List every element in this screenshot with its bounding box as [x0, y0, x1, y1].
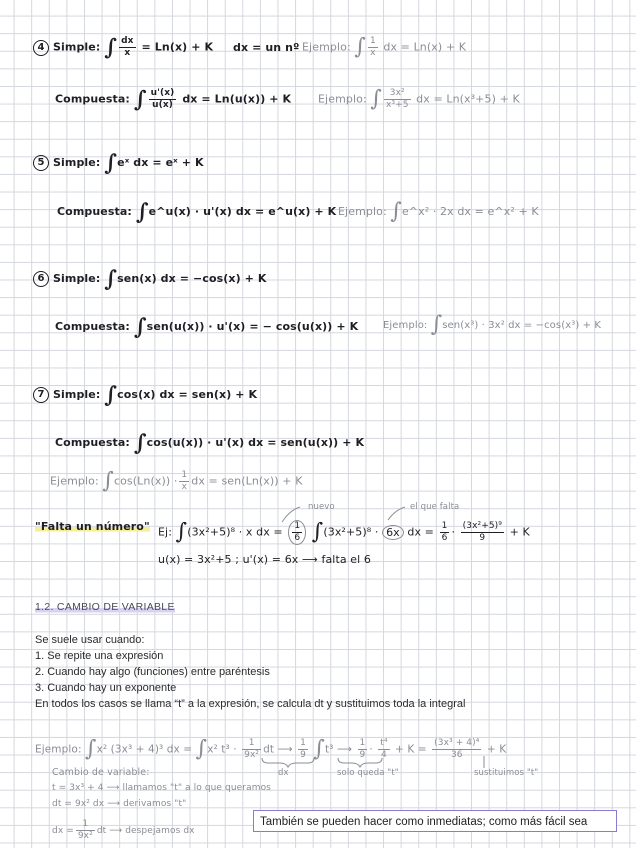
sec5-example-formula: e^x² · 2x dx = e^x² + K [401, 205, 539, 218]
integral-sign-icon: ∫ [133, 86, 147, 113]
typed-line-0: Se suele usar cuando: [35, 634, 145, 646]
sec5-simple-formula: eˣ dx = eˣ + K [117, 156, 204, 169]
integral-sign-icon: ∫ [135, 199, 149, 225]
sec4-simple-note: dx = un nº [233, 40, 300, 54]
integral-sign-icon: ∫ [133, 430, 147, 456]
sec7-example: Ejemplo: ∫cos(Ln(x)) · $\frac{1}{x}$ dx = sen(Ln(x)) + K [50, 468, 303, 494]
sec4-simple-fraction: $\frac{dx}{x}$ [121, 36, 134, 58]
falta-label: "Falta un número" [35, 520, 150, 533]
sec5-compuesta-row: Compuesta: ∫e^u(x) · u'(x) dx = e^u(x) + K [57, 199, 337, 225]
sec4-compuesta-row [55, 88, 291, 111]
falta-circled-fraction: $\frac{1}{6}$ [288, 520, 306, 545]
sec5-number-badge: 5 [33, 155, 49, 171]
sec7-simple-row: 7 Simple: ∫cos(x) dx = sen(x) + K [33, 387, 257, 403]
sec7-compuesta-row: Compuesta: ∫cos(u(x)) · u'(x) dx = sen(u(x)) + K [55, 430, 365, 456]
integral-sign-icon: ∫ [370, 86, 382, 112]
sec6-example-formula: sen(x³) · 3x² dx = −cos(x³) + K [442, 320, 602, 331]
sec6-compuesta-row: Compuesta: ∫sen(u(x)) · u'(x) = − cos(u(x)) + K [55, 314, 359, 340]
cambio-step-3: dx = $\frac{1}{\text{9x²}}$ dt ⟶ despejamos dx [52, 819, 195, 841]
sec6-simple-row: 6 Simple: ∫sen(x) dx = −cos(x) + K [33, 271, 267, 287]
integral-sign-icon: ∫ [354, 34, 366, 60]
cambio-sub-sust: sustituimos "t" [474, 768, 539, 778]
falta-note-missing: el que falta [410, 502, 460, 512]
sec4-simple-example [302, 36, 466, 59]
sec4-comp-label: Compuesta: [55, 92, 130, 106]
integral-sign-icon: ∫ [430, 312, 443, 337]
integral-sign-icon: ∫ [390, 199, 402, 224]
callout-box: También se pueden hacer como inmediatas; como más fácil sea [253, 810, 617, 832]
sec7-simple-formula: cos(x) dx = sen(x) + K [117, 388, 258, 401]
section-title: 1.2. CAMBIO DE VARIABLE [35, 601, 175, 613]
sec7-example-fraction: $\frac{1}{x}$ [181, 470, 188, 492]
integral-sign-icon: ∫ [104, 382, 118, 408]
falta-note-nuevo: nuevo [308, 502, 335, 512]
sec4-simple-fraction-top: dx [121, 36, 134, 46]
integral-sign-icon: ∫ [104, 266, 118, 292]
typed-line-2: 2. Cuando hay algo (funciones) entre paréntesis [35, 666, 270, 678]
sec4-comp-rhs: dx = Ln(u(x)) + K [182, 92, 292, 106]
sec5-comp-formula: e^u(x) · u'(x) dx = e^u(x) + K [148, 205, 337, 218]
cambio-step-1: t = 3x³ + 4 ⟶ llamamos "t" a lo que queramos [52, 783, 271, 793]
arrow-missing [388, 507, 405, 520]
sec4-simple-rhs: = Ln(x) + K [141, 40, 214, 54]
cambio-example-row: Ejemplo: ∫x² (3x³ + 4)³ dx = ∫x² t³ · $\frac{1}{\text{9x²}}$ dt ⟶ $\frac{1}{9}$ ∫t³ ⟶ $\frac{1}{9}$ · $\frac{\text{t⁴}}{4}$ + K = $\frac{\text{(3x³ + 4)⁴}}{36}$ + K [35, 736, 507, 762]
integral-sign-icon: ∫ [133, 314, 147, 340]
sec6-example: Ejemplo: ∫sen(x³) · 3x² dx = −cos(x³) + K [383, 312, 602, 337]
sec7-number-badge: 7 [33, 387, 49, 403]
sec6-number-badge: 6 [33, 271, 49, 287]
sec4-example-label: Ejemplo: [302, 40, 351, 54]
sec4-comp-example-fraction: $\frac{\text{3x²}}{\text{x³+5}}$ [385, 88, 409, 110]
integral-sign-icon: ∫ [104, 150, 118, 176]
typed-line-4: En todos los casos se llama “t” a la expresión, se calcula dt y sustituimos toda la integral [35, 698, 466, 710]
sec4-number-badge: 4 [33, 40, 49, 56]
sec7-comp-formula: cos(u(x)) · u'(x) dx = sen(u(x)) + K [146, 436, 365, 449]
cambio-sub-dx: dx [278, 768, 289, 778]
sec4-example-fraction: $\frac{1}{x}$ [369, 36, 376, 58]
typed-line-3: 3. Cuando hay un exponente [35, 682, 177, 694]
cambio-steps-label: Cambio de variable: [52, 767, 150, 778]
sec4-example-rhs: dx = Ln(x) + K [383, 40, 467, 54]
sec6-simple-formula: sen(x) dx = −cos(x) + K [117, 272, 267, 285]
falta-line2: u(x) = 3x²+5 ; u'(x) = 6x ⟶ falta el 6 [158, 553, 372, 566]
integral-sign-icon: ∫ [175, 519, 188, 545]
integral-sign-icon: ∫ [102, 468, 114, 494]
sec5-simple-row: 5 Simple: ∫eˣ dx = eˣ + K [33, 155, 204, 171]
integral-sign-icon: ∫ [313, 736, 325, 762]
sec5-example: Ejemplo: ∫e^x² · 2x dx = e^x² + K [338, 199, 539, 224]
integral-sign-icon: ∫ [85, 736, 97, 762]
integral-sign-icon: ∫ [195, 736, 208, 762]
sec4-comp-fraction: $\frac{u'(x)}{u(x)}$ [150, 88, 175, 110]
sec4-comp-example: Ejemplo: ∫ $\frac{\text{3x²}}{\text{x³+5}}$ dx = Ln(x³+5) + K [318, 86, 520, 112]
integral-sign-icon: ∫ [311, 519, 324, 545]
typed-line-1: 1. Se repite una expresión [35, 650, 164, 662]
sec4-simple-row [33, 36, 299, 59]
falta-example-row: Ej: ∫(3x²+5)⁸ · x dx = $\frac{1}{6}$ ∫(3x²+5)⁸ · 6x dx = $\frac{1}{6}$ · $\frac{\text{(3x²+5)⁹}}{9}$ + K [158, 519, 530, 545]
sec4-simple-label: Simple: [53, 40, 101, 54]
falta-circled-6x: 6x [382, 525, 404, 540]
sec6-comp-formula: sen(u(x)) · u'(x) = − cos(u(x)) + K [146, 320, 359, 333]
cambio-sub-solo: solo queda "t" [337, 768, 399, 778]
integral-sign-icon: ∫ [104, 34, 118, 61]
cambio-step-2: dt = 9x² dx ⟶ derivamos "t" [52, 799, 187, 809]
